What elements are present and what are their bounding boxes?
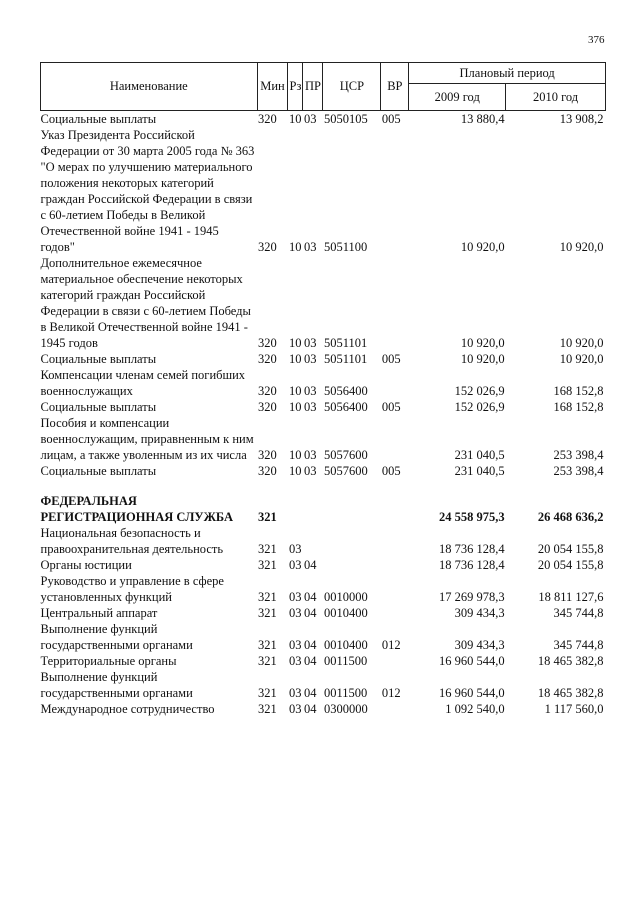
row-2010: 18 465 382,8 xyxy=(537,654,604,668)
row-2009: 152 026,9 xyxy=(454,384,505,398)
row-name: Компенсации членам семей погибших военнослужащих xyxy=(40,368,246,398)
section-min: 321 xyxy=(258,510,277,524)
table-row xyxy=(41,653,606,669)
row-pr: 04 xyxy=(303,638,317,652)
row-2010: 345 744,8 xyxy=(553,606,604,620)
table-row xyxy=(41,573,606,605)
row-csr: 5051101 xyxy=(323,352,368,366)
row-pr: 03 xyxy=(303,240,317,254)
row-2009: 10 920,0 xyxy=(460,352,505,366)
row-2010: 18 811 127,6 xyxy=(538,590,604,604)
row-min: 321 xyxy=(258,654,277,668)
row-rz: 03 xyxy=(288,702,302,716)
row-2010: 168 152,8 xyxy=(553,400,604,414)
row-2009: 13 880,4 xyxy=(460,112,505,126)
row-pr: 03 xyxy=(303,464,317,478)
row-2009: 10 920,0 xyxy=(460,336,505,350)
table-row xyxy=(41,351,606,367)
header-pr: ПР xyxy=(303,63,323,111)
row-csr: 5057600 xyxy=(323,464,368,478)
row-2009: 231 040,5 xyxy=(454,448,505,462)
row-pr: 04 xyxy=(303,606,317,620)
table-row xyxy=(41,111,606,128)
table-body xyxy=(41,111,606,718)
header-rz: Рз xyxy=(288,63,303,111)
row-rz: 10 xyxy=(288,352,302,366)
header-vr: ВР xyxy=(381,63,409,111)
row-min: 320 xyxy=(258,400,277,414)
table-row xyxy=(41,127,606,255)
row-rz: 10 xyxy=(288,240,302,254)
row-2009: 231 040,5 xyxy=(454,464,505,478)
row-pr: 04 xyxy=(303,702,317,716)
section-row xyxy=(41,493,606,525)
row-csr: 5050105 xyxy=(323,112,368,126)
row-name: Социальные выплаты xyxy=(40,400,157,414)
section-2010: 26 468 636,2 xyxy=(537,510,604,524)
row-pr: 03 xyxy=(303,352,317,366)
row-pr xyxy=(303,525,323,557)
row-2009: 309 434,3 xyxy=(454,606,505,620)
row-2010: 10 920,0 xyxy=(559,352,604,366)
row-rz: 03 xyxy=(288,686,302,700)
row-vr xyxy=(381,525,409,557)
row-vr xyxy=(381,605,409,621)
row-min: 320 xyxy=(258,112,277,126)
row-name: Выполнение функций государственными органами xyxy=(40,670,193,700)
row-2010: 13 908,2 xyxy=(559,112,604,126)
row-vr: 005 xyxy=(381,400,401,414)
spacer-row xyxy=(41,479,606,493)
row-csr: 0011500 xyxy=(323,654,368,668)
row-min: 321 xyxy=(258,686,277,700)
table-row xyxy=(41,525,606,557)
row-vr xyxy=(381,573,409,605)
table-header xyxy=(41,63,606,111)
row-csr: 5056400 xyxy=(323,384,368,398)
row-pr: 03 xyxy=(303,384,317,398)
row-2010: 253 398,4 xyxy=(553,448,604,462)
row-rz: 10 xyxy=(288,112,302,126)
table-row xyxy=(41,557,606,573)
row-min: 321 xyxy=(258,590,277,604)
row-name: Выполнение функций государственными органами xyxy=(40,622,193,652)
row-pr: 03 xyxy=(303,112,317,126)
row-2010: 10 920,0 xyxy=(559,336,604,350)
row-pr: 04 xyxy=(303,654,317,668)
row-min: 321 xyxy=(258,542,277,556)
budget-table xyxy=(40,62,606,717)
row-vr xyxy=(381,415,409,463)
row-min: 320 xyxy=(258,384,277,398)
row-csr: 5051101 xyxy=(323,336,368,350)
row-rz: 03 xyxy=(288,654,302,668)
row-name: Национальная безопасность и правоохранительная деятельность xyxy=(40,526,224,556)
row-name: Указ Президента Российской Федерации от 30 марта 2005 года № 363 "О мерах по улучшению материального положения некоторых категорий граждан Российской Федерации в связи с 60-летием Победы в Великой Отечественной войне 1941 - 1945 годов" xyxy=(40,128,255,254)
table-row xyxy=(41,669,606,701)
row-2009: 152 026,9 xyxy=(454,400,505,414)
row-min: 320 xyxy=(258,336,277,350)
row-csr: 0010400 xyxy=(323,606,368,620)
row-name: Руководство и управление в сфере установленных функций xyxy=(40,574,224,604)
row-2010: 168 152,8 xyxy=(553,384,604,398)
row-vr xyxy=(381,127,409,255)
header-csr: ЦСР xyxy=(323,63,381,111)
row-vr: 005 xyxy=(381,464,401,478)
row-pr: 03 xyxy=(303,336,317,350)
row-rz: 03 xyxy=(288,558,302,572)
row-min: 321 xyxy=(258,606,277,620)
table-row xyxy=(41,367,606,399)
row-name: Международное сотрудничество xyxy=(40,702,215,716)
row-name: Социальные выплаты xyxy=(40,352,157,366)
row-vr xyxy=(381,653,409,669)
row-csr: 5051100 xyxy=(323,240,368,254)
row-name: Центральный аппарат xyxy=(40,606,158,620)
row-rz: 10 xyxy=(288,336,302,350)
row-rz: 03 xyxy=(288,638,302,652)
header-2010: 2010 год xyxy=(506,84,606,111)
row-vr: 005 xyxy=(381,352,401,366)
header-min: Мин xyxy=(257,63,288,111)
page-number: 376 xyxy=(588,34,605,46)
row-rz: 03 xyxy=(288,606,302,620)
row-2010: 18 465 382,8 xyxy=(537,686,604,700)
row-min: 320 xyxy=(258,352,277,366)
row-vr: 012 xyxy=(381,638,401,652)
row-csr xyxy=(323,525,381,557)
row-name: Социальные выплаты xyxy=(40,112,157,126)
row-rz: 03 xyxy=(288,542,302,556)
row-csr: 0010400 xyxy=(323,638,368,652)
table-row xyxy=(41,255,606,351)
row-2009: 16 960 544,0 xyxy=(439,686,505,700)
section-name: ФЕДЕРАЛЬНАЯ РЕГИСТРАЦИОННАЯ СЛУЖБА xyxy=(40,494,234,524)
row-2010: 20 054 155,8 xyxy=(537,542,604,556)
row-min: 320 xyxy=(258,464,277,478)
table-row xyxy=(41,621,606,653)
row-2009: 309 434,3 xyxy=(454,638,505,652)
row-min: 320 xyxy=(258,240,277,254)
row-2010: 20 054 155,8 xyxy=(537,558,604,572)
row-csr: 5057600 xyxy=(323,448,368,462)
row-name: Органы юстиции xyxy=(40,558,132,572)
table-row xyxy=(41,701,606,717)
row-min: 321 xyxy=(258,558,277,572)
row-2010: 1 117 560,0 xyxy=(544,702,604,716)
row-2009: 18 736 128,4 xyxy=(439,558,505,572)
row-2010: 10 920,0 xyxy=(559,240,604,254)
row-rz: 10 xyxy=(288,384,302,398)
row-name: Социальные выплаты xyxy=(40,464,157,478)
row-vr xyxy=(381,557,409,573)
row-rz: 03 xyxy=(288,590,302,604)
table-row xyxy=(41,605,606,621)
row-vr xyxy=(381,701,409,717)
row-2010: 253 398,4 xyxy=(553,464,604,478)
row-csr: 0011500 xyxy=(323,686,368,700)
row-2009: 17 269 978,3 xyxy=(439,590,505,604)
row-csr xyxy=(323,557,381,573)
row-pr: 04 xyxy=(303,686,317,700)
row-2010: 345 744,8 xyxy=(553,638,604,652)
table-row xyxy=(41,399,606,415)
table-row xyxy=(41,463,606,479)
row-pr: 04 xyxy=(303,590,317,604)
row-2009: 10 920,0 xyxy=(460,240,505,254)
row-csr: 5056400 xyxy=(323,400,368,414)
row-name: Дополнительное ежемесячное материальное обеспечение некоторых категорий граждан Российской Федерации в связи с 60-летием Победы в Великой Отечественной войне 1941 - 1945 годов xyxy=(40,256,251,350)
section-2009: 24 558 975,3 xyxy=(439,510,505,524)
row-vr: 012 xyxy=(381,686,401,700)
row-2009: 16 960 544,0 xyxy=(439,654,505,668)
row-2009: 18 736 128,4 xyxy=(439,542,505,556)
header-2009: 2009 год xyxy=(409,84,506,111)
row-name: Территориальные органы xyxy=(40,654,177,668)
row-min: 320 xyxy=(258,448,277,462)
row-csr: 0300000 xyxy=(323,702,368,716)
row-pr: 04 xyxy=(303,558,317,572)
row-pr: 03 xyxy=(303,400,317,414)
row-rz: 10 xyxy=(288,464,302,478)
row-vr: 005 xyxy=(381,112,401,126)
row-min: 321 xyxy=(258,638,277,652)
header-name: Наименование xyxy=(41,63,258,111)
row-rz: 10 xyxy=(288,400,302,414)
row-min: 321 xyxy=(258,702,277,716)
row-vr xyxy=(381,255,409,351)
row-2009: 1 092 540,0 xyxy=(445,702,505,716)
row-name: Пособия и компенсации военнослужащим, приравненным к ним лицам, а также уволенным из их числа xyxy=(40,416,254,462)
header-planned-period: Плановый период xyxy=(409,63,606,84)
row-pr: 03 xyxy=(303,448,317,462)
row-rz: 10 xyxy=(288,448,302,462)
row-csr: 0010000 xyxy=(323,590,368,604)
row-vr xyxy=(381,367,409,399)
table-row xyxy=(41,415,606,463)
